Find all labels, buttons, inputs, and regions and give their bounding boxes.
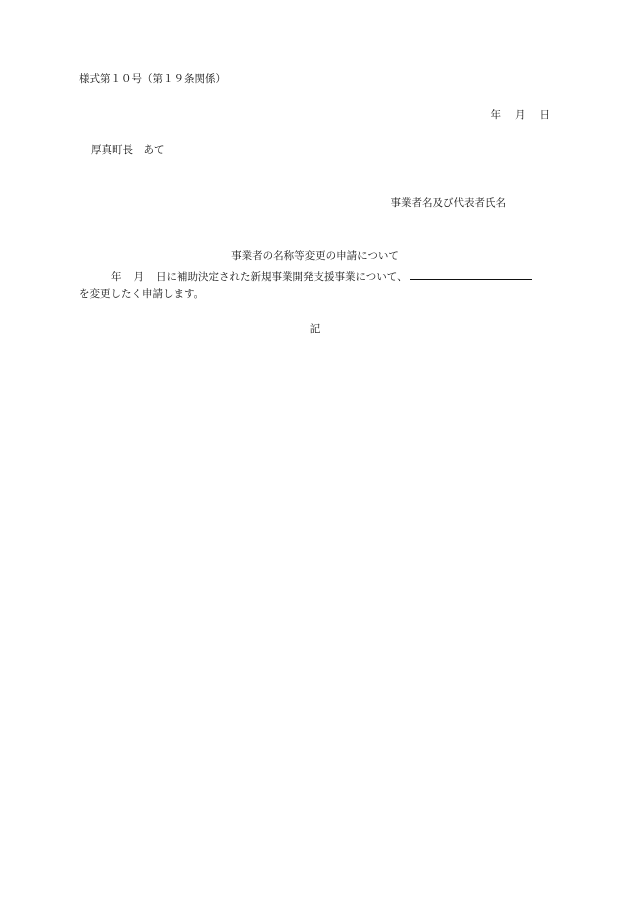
- change-item-blank[interactable]: [410, 268, 532, 280]
- addressee: 厚真町長 あて: [91, 144, 165, 156]
- date-month: 月: [515, 109, 526, 121]
- body-line-2: を変更したく申請します。: [79, 288, 205, 300]
- date-year: 年: [490, 109, 501, 121]
- date-line: [491, 108, 551, 122]
- body-text: 日に補助決定された新規事業開発支援事業について、: [156, 271, 408, 283]
- body-month: 月: [133, 271, 144, 283]
- date-day: 日: [539, 109, 550, 121]
- applicant-label: 事業者名及び代表者氏名: [390, 197, 506, 209]
- body-year: 年: [111, 271, 122, 283]
- ki-heading: 記: [309, 323, 321, 335]
- body-line-1: [79, 268, 532, 284]
- form-number: 様式第１０号（第１９条関係）: [79, 73, 226, 85]
- document-title: 事業者の名称等変更の申請について: [231, 250, 399, 262]
